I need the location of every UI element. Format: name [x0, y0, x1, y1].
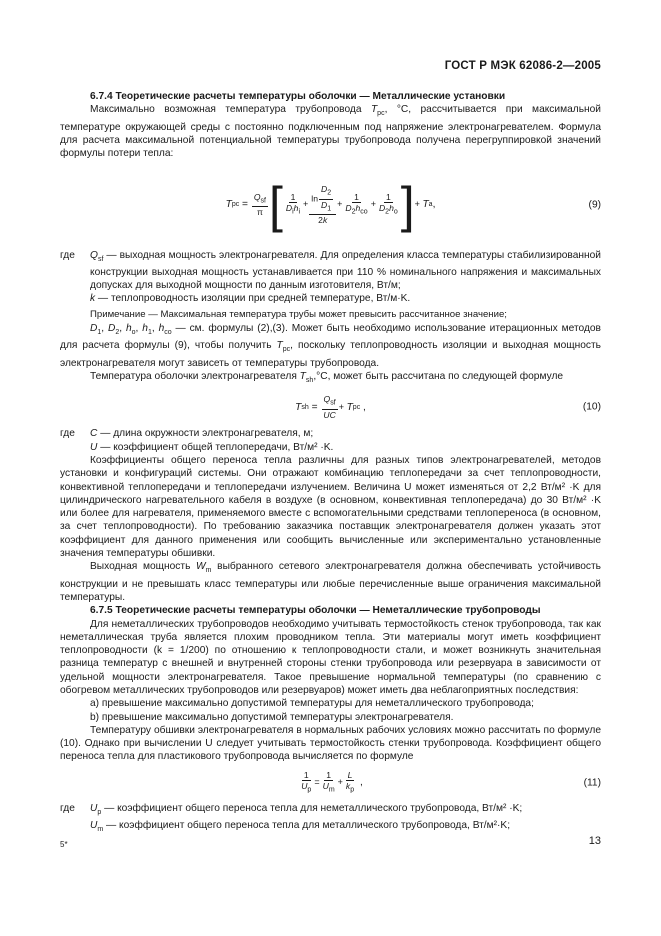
formula-10: T sh = $\frac{Q_{sf}}{UC}$ + T pc , (10): [295, 394, 601, 421]
definition-c: где C — длина окружности электронагревателя, м;: [60, 428, 314, 440]
equation-number: (11): [583, 777, 601, 789]
definition-u: U — коэффициент общей теплопередачи, Вт/м² ·K.: [90, 441, 334, 453]
paragraph: Для неметаллических трубопроводов необходимо учитывать термостойкость стенок трубопровода, так как неметаллическая труба является плохим проводником тепла. Эти материалы могут иметь коэффициент теплопроводности (k = 1/200) по отношению к теплопроводности стали, и может возникнуть значительная разница температур с внешней и внутренней стороны стенки трубопровода или резервуара в зависимости от удельной мощности электронагревателя. Такое превышение нормальной температуры (по сравнению с обогревом металлических трубопроводов или резервуаров) может иметь два неблагоприятных последствия:: [60, 618, 601, 696]
paragraph: Максимально возможная температура трубопровода $T_{pc}$, °C, рассчитывается при максимальной температуре окружающей среды с постоянно подключенным под напряжение электронагревателем. Формула для расчета максимальной потенциальной температуры трубопровода получена перегруппировкой значений формулы потери тепла:: [60, 104, 601, 160]
definition-k: k — теплопроводность изоляции при средней температуре, Вт/м·K.: [90, 293, 411, 305]
page-number: 13: [588, 835, 601, 847]
paragraph: Выходная мощность $W_m$ выбранного сетевого электронагревателя должна обеспечивать устойчивость конструкции и не превышать класс температуры или любые перечисленные выше ограничения максимальной температуры.: [60, 561, 601, 603]
equation-number: (9): [588, 198, 601, 210]
equation-number: (10): [582, 401, 601, 413]
note: Примечание — Максимальная температура трубы может превысить рассчитанное значение;: [90, 308, 507, 320]
definition-up: где $U_p$ — коэффициент общего переноса тепла для неметаллического трубопровода, Вт/м² ·K;: [60, 802, 523, 816]
signature-mark: 5*: [60, 840, 68, 849]
paragraph: $D_1$, $D_2$, $h_o$, $h_1$, $h_{co}$ — см. формулы (2),(3). Может быть необходимо использование итерационных методов для расчета формулы (9), чтобы получить $T_{pc}$, поскольку теплопроводность изоляции и выходная мощность электронагревателя могут зависеть от температуры трубопровода.: [60, 323, 601, 369]
paragraph: Температура оболочки электронагревателя $T_{sh},^\circ C$, может быть рассчитана по следующей формуле: [90, 370, 564, 385]
list-item: b) превышение максимально допустимой температуры электронагревателя.: [90, 711, 454, 723]
formula-11: $\frac{1}{U_p}$ = $\frac{1}{U_m}$ + $\frac{L}{k_p}$ , (11): [301, 769, 601, 794]
section-6-7-5-heading: 6.7.5 Теоретические расчеты температуры оболочки — Неметаллические трубопроводы: [90, 605, 541, 617]
paragraph: Температуру обшивки электронагревателя в нормальных рабочих условиях можно рассчитать по формуле (10). Однако при вычислении U следует учитывать термостойкость стенки трубопровода. Коэффициент общего переноса тепла для пластикового трубопровода вычисляется по формуле: [60, 724, 601, 763]
definition-um: $U_m$ — коэффициент общего переноса тепла для металлического трубопровода, Вт/м²·K;: [90, 820, 511, 834]
paragraph: Коэффициенты общего переноса тепла различны для разных типов электронагревателей, методов установки и конфигураций системы. Они отражают комбинацию теплопередачи за счет теплопроводности, конвективной теплопередачи и теплопередачи излучением. Величина U может изменяться от 2,2 Вт/м² ·K для цилиндрического нагревательного кабеля в воздухе (в основном, конвективная теплопередача) до 30 Вт/м² ·K или более для нагревателя, применяемого вместе с вспомогательными средствами теплопереноса (в основном, за счет теплопроводности). По требованию заказчика поставщик электронагревателя должен указать этот коэффициент для данного применения или сообщить вычисленные или экспериментально установленные значения температуры обшивки.: [60, 454, 601, 559]
list-item: a) превышение максимально допустимой температуры для неметаллического трубопровода;: [90, 698, 534, 710]
formula-9: T pc = $\frac{Q_{sf}}{\pi}$ [ $\frac{1}{D_ih_i}$ + ln $\frac{D_2}{D_1}$ 2k + $\frac{1}{D_2h_{co}}$ + $\frac{1}{D_2h_o}$ ] + T a , (9): [225, 176, 601, 233]
standard-header: ГОСТ Р МЭК 62086-2—2005: [444, 60, 601, 72]
section-6-7-4-heading: 6.7.4 Теоретические расчеты температуры оболочки — Металлические установки: [90, 91, 506, 102]
definition-qsf: где $Q_{sf}$ — выходная мощность электронагревателя. Для определения класса температуры стабилизированной конструкции выходная мощность устанавливается при 110 % номинального напряжения и максимальных допусках для выходной мощности по данным изготовителя, Вт/м;: [60, 249, 601, 292]
page-content: [60, 90, 601, 836]
